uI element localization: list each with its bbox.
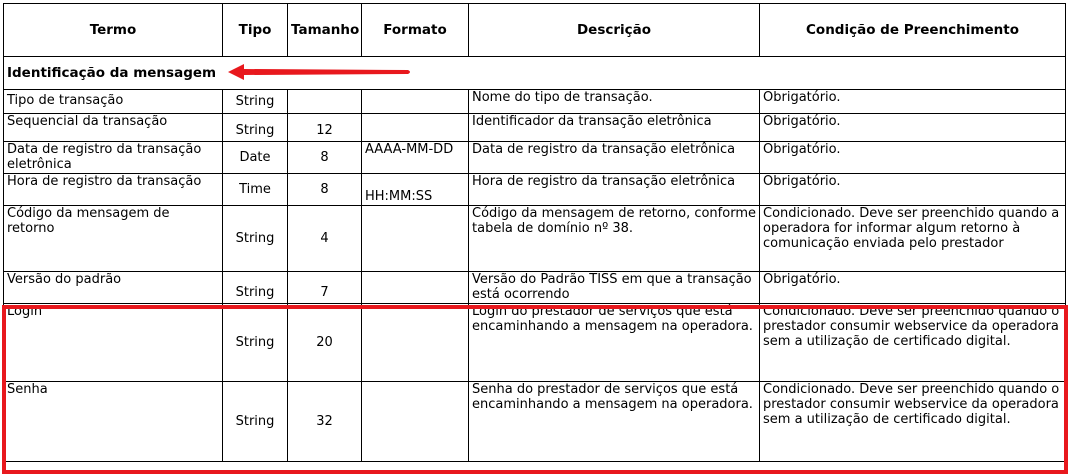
cell-formato — [362, 272, 469, 304]
cell-tamanho: 20 — [288, 304, 362, 382]
cell-tipo: String — [223, 382, 288, 462]
red-arrow-annotation — [224, 62, 414, 82]
cell-tipo: String — [223, 304, 288, 382]
cell-termo: Código da mensagem de retorno — [4, 206, 223, 272]
table-row — [4, 174, 1066, 206]
cell-descricao: Data de registro da transação eletrônica — [469, 142, 760, 174]
table-row — [4, 114, 1066, 142]
section-row — [4, 57, 1066, 90]
cell-termo: Hora de registro da transação — [4, 174, 223, 206]
cell-formato — [362, 90, 469, 114]
cell-condicao: Condicionado. Deve ser preenchido quando o prestador consumir webservice da operadora sem a utilização de certificado digital. — [760, 304, 1066, 382]
cell-descricao: Código da mensagem de retorno, conforme tabela de domínio nº 38. — [469, 206, 760, 272]
cell-condicao: Obrigatório. — [760, 174, 1066, 206]
cell-tamanho: 12 — [288, 114, 362, 142]
cell-termo: Senha — [4, 382, 223, 462]
section-title: Identificação da mensagem — [4, 57, 1066, 90]
cell-tipo: Date — [223, 142, 288, 174]
cell-descricao: Login do prestador de serviços que está encaminhando a mensagem na operadora. — [469, 304, 760, 382]
cell-descricao — [469, 272, 760, 304]
cell-formato — [362, 114, 469, 142]
cell-formato: AAAA-MM-DD — [362, 142, 469, 174]
cell-tipo: String — [223, 90, 288, 114]
cell-tamanho: 7 — [288, 272, 362, 304]
table-row — [4, 272, 1066, 304]
cell-descricao-text: Versão do Padrão TISS em que a transação está ocorrendo — [472, 272, 752, 300]
cell-condicao: Obrigatório. — [760, 114, 1066, 142]
cell-descricao: Senha do prestador de serviços que está encaminhando a mensagem na operadora. — [469, 382, 760, 462]
cell-tamanho: 32 — [288, 382, 362, 462]
header-termo: Termo — [4, 4, 223, 57]
cell-tamanho: 8 — [288, 142, 362, 174]
header-condicao: Condição de Preenchimento — [760, 4, 1066, 57]
header-row — [4, 4, 1066, 57]
cell-termo: Sequencial da transação — [4, 114, 223, 142]
table-row — [4, 90, 1066, 114]
cell-formato — [362, 206, 469, 272]
cell-formato: HH:MM:SS — [362, 174, 469, 206]
cell-tamanho: 4 — [288, 206, 362, 272]
cell-termo: Data de registro da transação eletrônica — [4, 142, 223, 174]
cell-tamanho — [288, 90, 362, 114]
table-row — [4, 142, 1066, 174]
cell-condicao: Condicionado. Deve ser preenchido quando o prestador consumir webservice da operadora sem a utilização de certificado digital. — [760, 382, 1066, 462]
table-row — [4, 304, 1066, 382]
header-tamanho: Tamanho — [288, 4, 362, 57]
cell-descricao: Identificador da transação eletrônica — [469, 114, 760, 142]
cell-tipo: String — [223, 114, 288, 142]
header-formato: Formato — [362, 4, 469, 57]
table-row — [4, 206, 1066, 272]
cell-tipo: Time — [223, 174, 288, 206]
cell-tamanho: 8 — [288, 174, 362, 206]
cell-tipo: String — [223, 206, 288, 272]
header-descricao: Descrição — [469, 4, 760, 57]
cell-termo: Tipo de transação — [4, 90, 223, 114]
cell-tipo: String — [223, 272, 288, 304]
table-row — [4, 382, 1066, 462]
cell-condicao: Condicionado. Deve ser preenchido quando a operadora for informar algum retorno à comunicação enviada pelo prestador — [760, 206, 1066, 272]
cell-termo: Versão do padrão — [4, 272, 223, 304]
cell-condicao: Obrigatório. — [760, 142, 1066, 174]
header-tipo: Tipo — [223, 4, 288, 57]
cell-descricao: Hora de registro da transação eletrônica — [469, 174, 760, 206]
tiss-spec-table — [3, 3, 1066, 462]
cell-condicao: Obrigatório. — [760, 90, 1066, 114]
cell-descricao: Nome do tipo de transação. — [469, 90, 760, 114]
cell-formato — [362, 382, 469, 462]
cell-formato — [362, 304, 469, 382]
cell-condicao: Obrigatório. — [760, 272, 1066, 304]
cell-termo: Login — [4, 304, 223, 382]
